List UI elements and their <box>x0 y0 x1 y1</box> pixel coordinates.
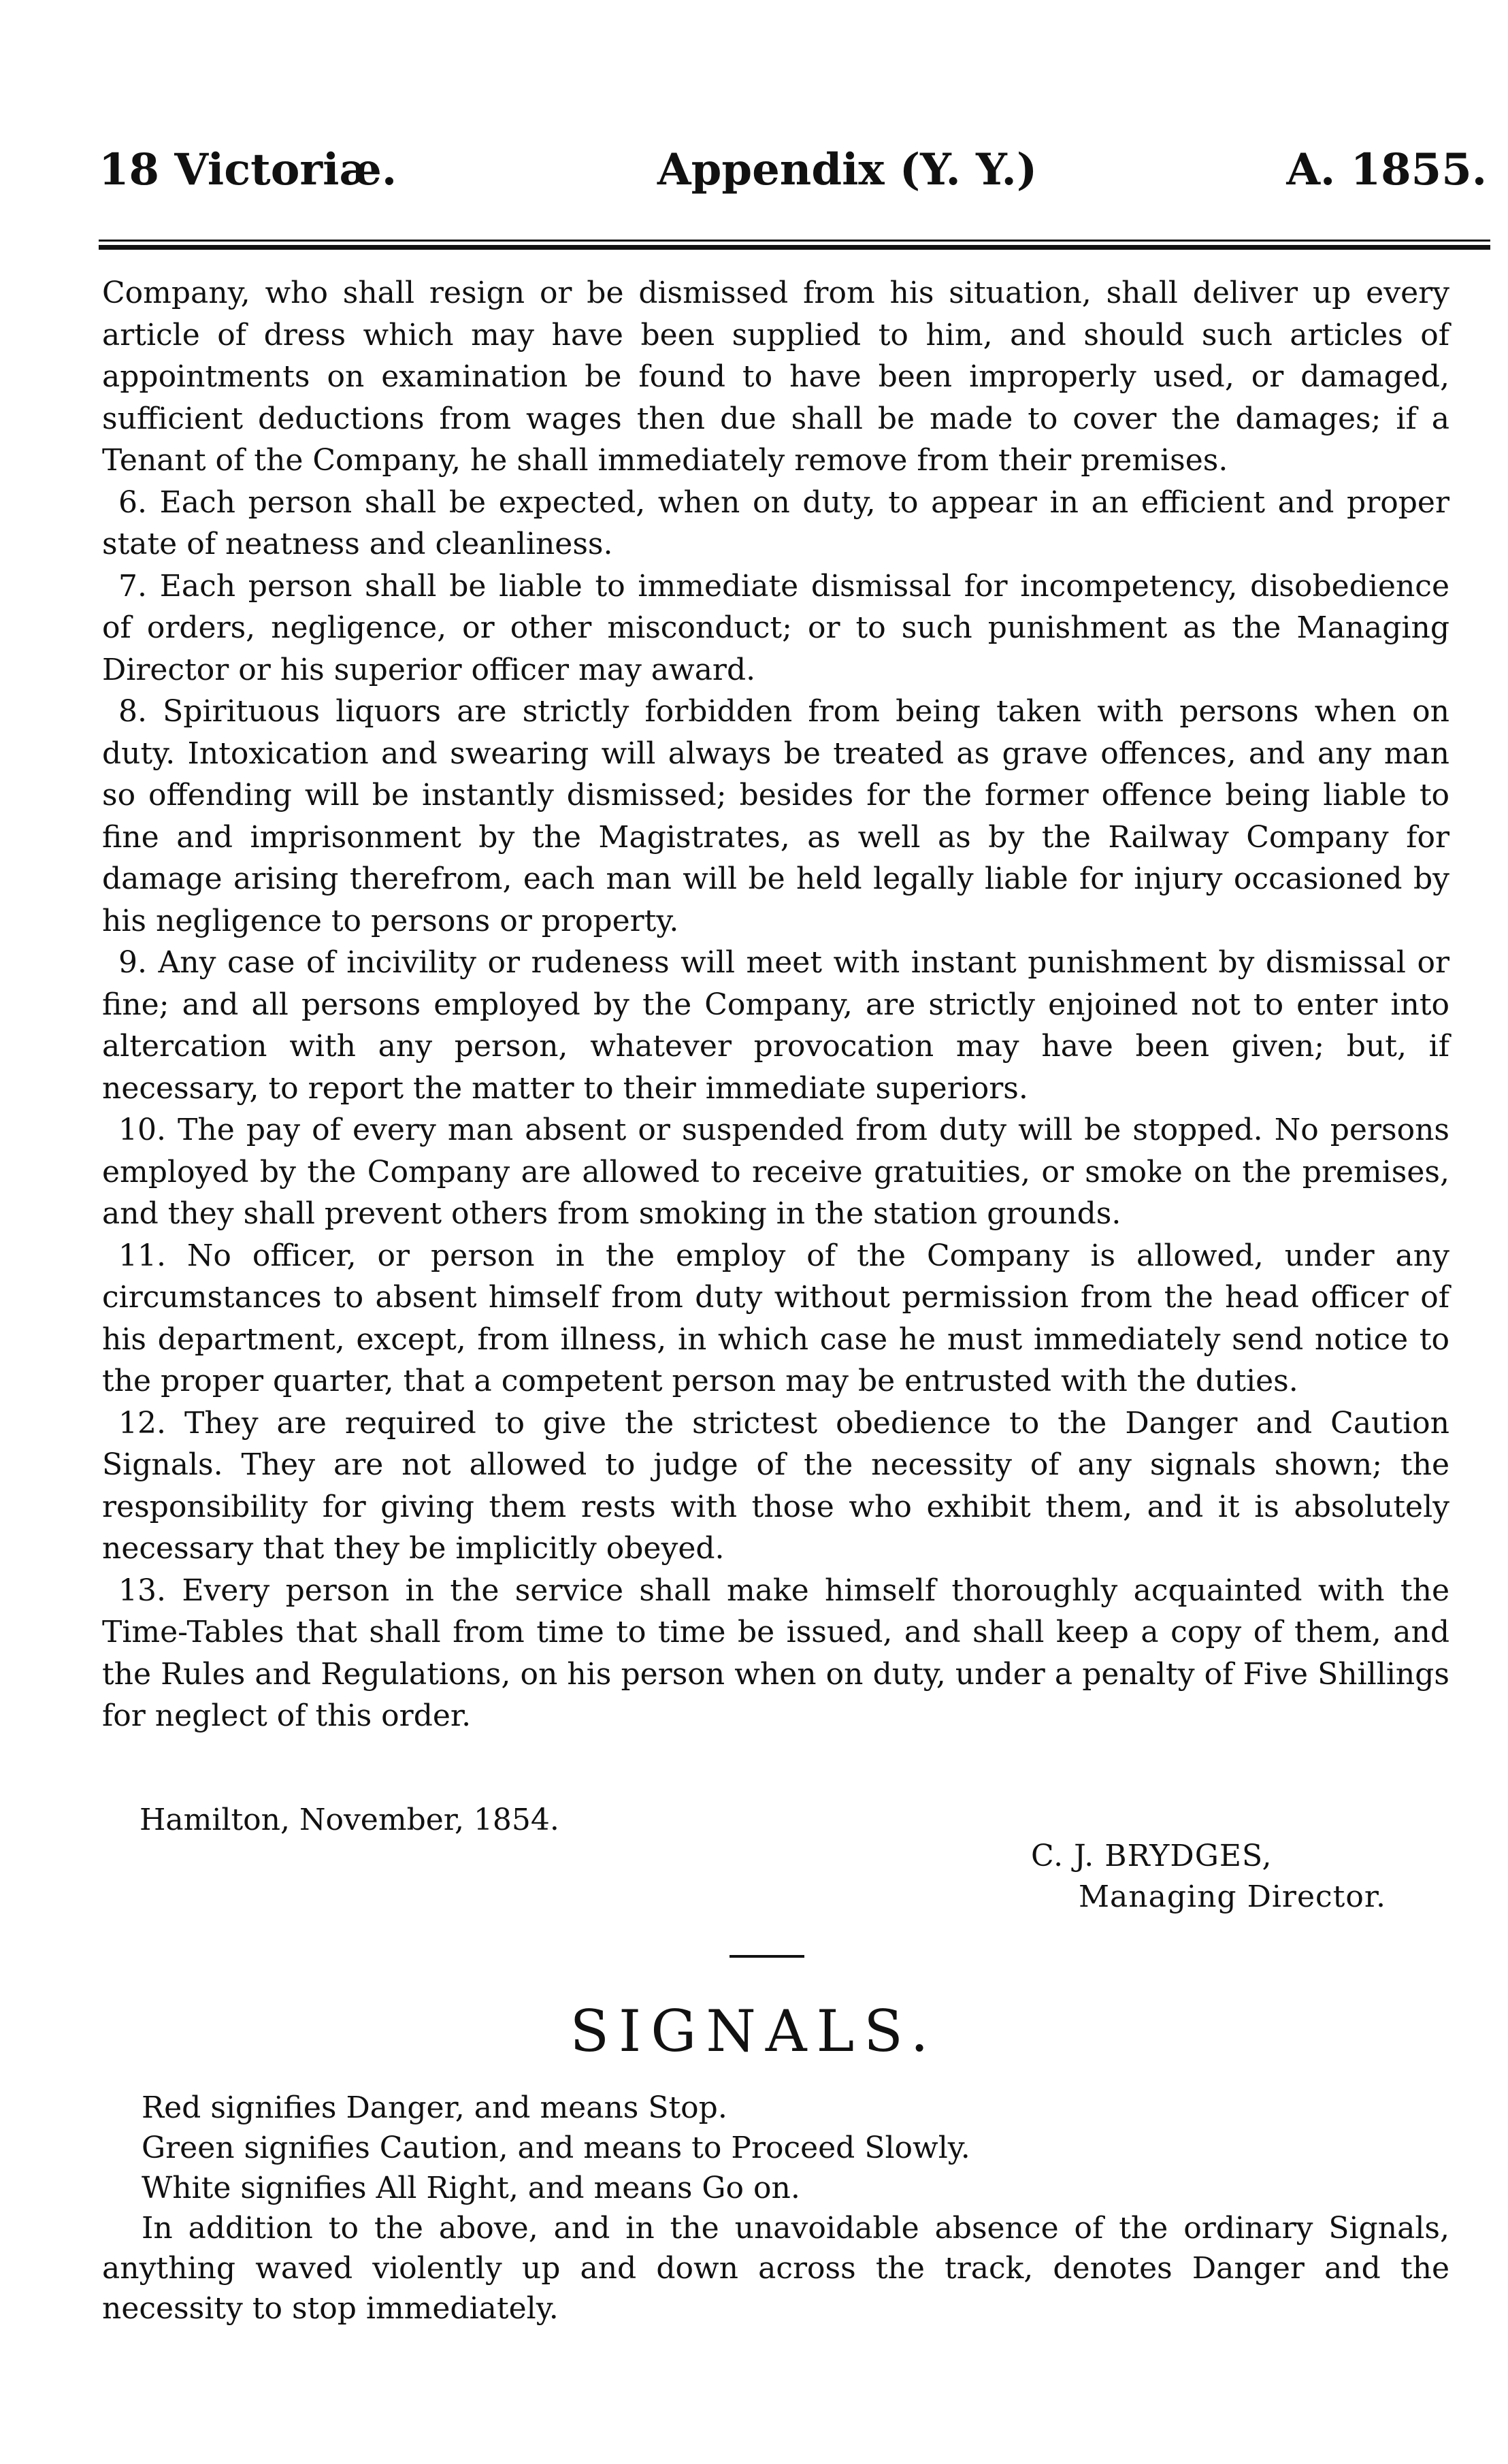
signal-red: Red signifies Danger, and means Stop. <box>142 2090 727 2125</box>
rules-body <box>102 272 1449 1737</box>
section-divider <box>730 1955 804 1958</box>
signature-name: C. J. BRYDGES, <box>1031 1839 1273 1873</box>
signature-title: Managing Director. <box>1079 1879 1387 1914</box>
running-header <box>99 139 1487 201</box>
rules-paragraph-continuation: Company, who shall resign or be dismissed from his situation, shall deliver up every article of dress which may have been supplied to him, and should such articles of appointments on examination be found to have been improperly used, or damaged, sufficient deductions from wages then due shall be made to cover the damages; if a Tenant of the Company, he shall immediately remove from their premises. <box>102 276 1449 478</box>
rule-7: 7. Each person shall be liable to immediate dismissal for incompetency, disobedience of orders, negligence, or other misconduct; or to such punishment as the Managing Director or his superior officer may award. <box>102 568 1449 687</box>
header-rule-thin <box>99 240 1490 242</box>
signals-heading: SIGNALS. <box>570 1998 938 2065</box>
signals-body <box>102 2088 1449 2329</box>
rule-10: 10. The pay of every man absent or suspended from duty will be stopped. No persons employed by the Company are allowed to receive gratuities, or smoke on the premises, and they shall prevent others from smoking in the station grounds. <box>102 1113 1449 1231</box>
header-rule-thick <box>99 245 1490 250</box>
signal-white: White signifies All Right, and means Go on. <box>142 2171 800 2205</box>
rule-12: 12. They are required to give the strictest obedience to the Danger and Caution Signals. They are not allowed to judge of the necessity of any signals shown; the responsibility for giving them rests with those who exhibit them, and it is absolutely necessary that they be implicitly obeyed. <box>102 1405 1449 1566</box>
signature-block <box>1031 1836 1386 1918</box>
header-session: 18 Victoriæ. <box>99 144 397 195</box>
header-appendix: Appendix (Y. Y.) <box>657 144 1038 195</box>
rule-11: 11. No officer, or person in the employ of the Company is allowed, under any circumstances to absent himself from duty without permission from the head officer of his department, except, from illness, in which case he must immediately send notice to the proper quarter, that a competent person may be entrusted with the duties. <box>102 1238 1449 1398</box>
signal-green: Green signifies Caution, and means to Proceed Slowly. <box>142 2131 970 2165</box>
rule-13: 13. Every person in the service shall make himself thoroughly acquainted with the Time-Tables that shall from time to time be issued, and shall keep a copy of them, and the Rules and Regulations, on his person when on duty, under a penalty of Five Shillings for neglect of this order. <box>102 1573 1449 1733</box>
rule-9: 9. Any case of incivility or rudeness will meet with instant punishment by dismissal or fine; and all persons employed by the Company, are strictly enjoined not to enter into altercation with any person, whatever provocation may have been given; but, if necessary, to report the matter to their immediate superiors. <box>102 945 1449 1106</box>
header-year: A. 1855. <box>1286 144 1487 195</box>
signal-emergency: In addition to the above, and in the unavoidable absence of the ordinary Signals, anything waved violently up and down across the track, denotes Danger and the necessity to stop immediately. <box>102 2211 1449 2326</box>
dateline: Hamilton, November, 1854. <box>140 1803 559 1837</box>
rule-8: 8. Spirituous liquors are strictly forbidden from being taken with persons when on duty. Intoxication and swearing will always be treated as grave offences, and any man so offending will be instantly dismissed; besides for the former offence being liable to fine and imprisonment by the Magistrates, as well as by the Railway Company for damage arising therefrom, each man will be held legally liable for injury occasioned by his negligence to persons or property. <box>102 694 1449 938</box>
rule-6: 6. Each person shall be expected, when on duty, to appear in an efficient and proper state of neatness and cleanliness. <box>102 484 1449 561</box>
